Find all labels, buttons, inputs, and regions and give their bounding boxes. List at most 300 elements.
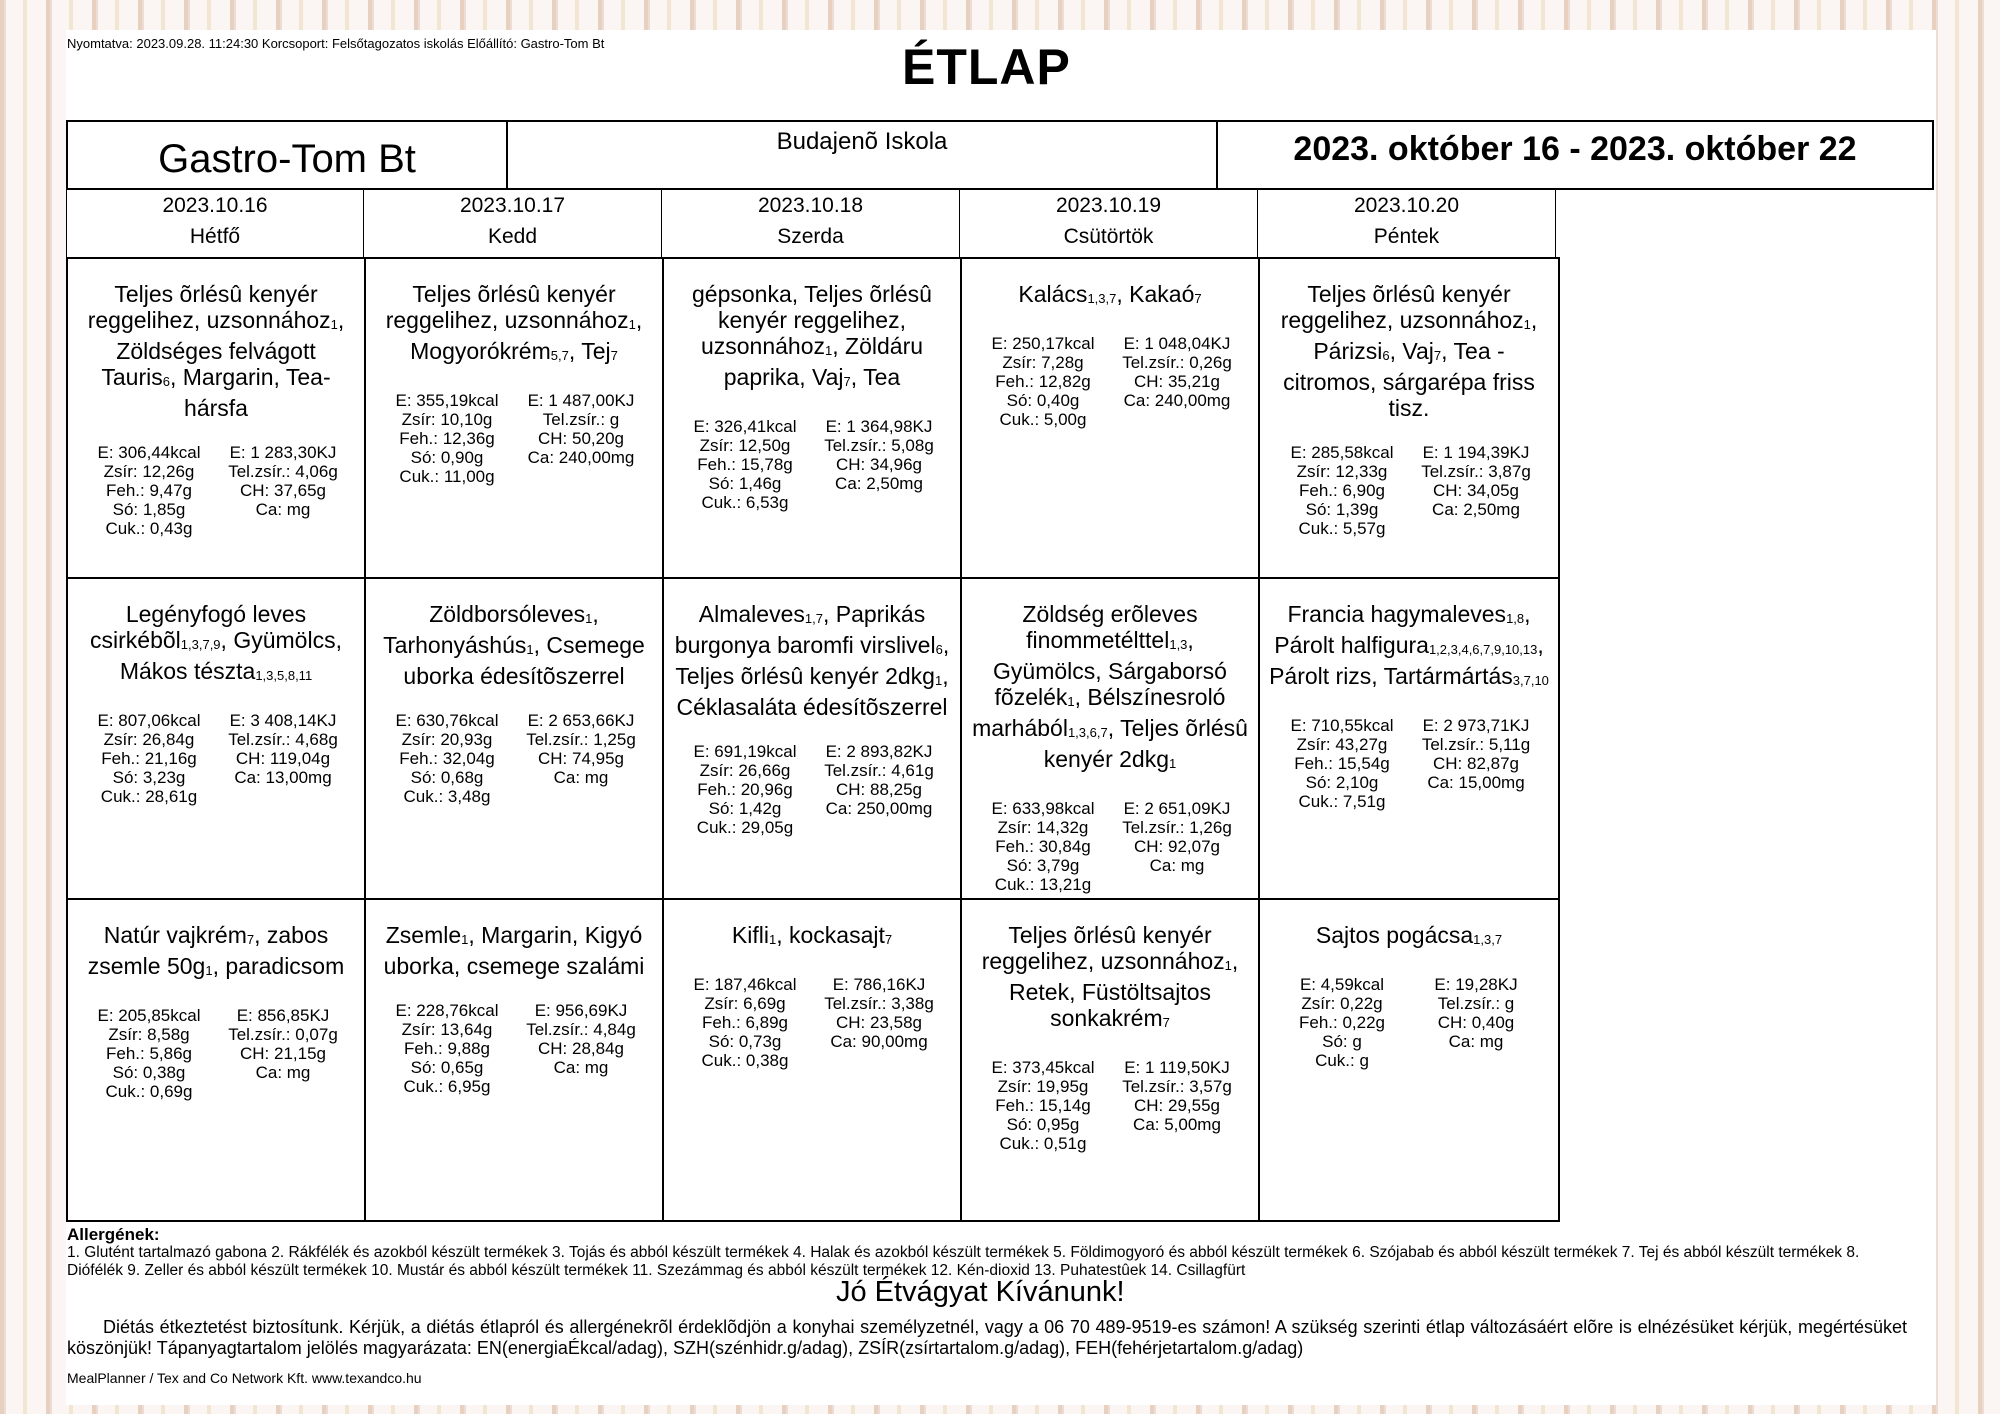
nutrition-info (76, 711, 356, 806)
nutrition-value: Só: 0,90g (410, 448, 484, 467)
nutrition-value: CH: 23,58g (836, 1012, 922, 1032)
day-header-row (66, 190, 1556, 257)
nutrition-value: Ca: 5,00mg (1133, 1114, 1221, 1134)
meal-cell (366, 579, 664, 899)
day-date: 2023.10.19 (1055, 194, 1162, 217)
nutrition-value: Cuk.: 0,43g (105, 519, 193, 538)
meal-text: , Tea (850, 364, 901, 390)
day-date: 2023.10.17 (459, 194, 566, 217)
meal-description (1268, 601, 1550, 694)
meal-text: Teljes õrlésû kenyér reggelihez, uzsonnához (87, 281, 331, 333)
nutrition-value: Feh.: 6,89g (701, 1012, 788, 1032)
nutrition-info (76, 1006, 356, 1101)
nutrition-column-left (1275, 975, 1409, 1070)
allergen-codes: 1 (330, 317, 338, 332)
nutrition-value: Tel.zsír.: 4,68g (228, 730, 338, 750)
allergen-codes: 1,3,6,7 (1067, 725, 1108, 741)
meal-text: , paradicsom (212, 952, 345, 979)
day-header (662, 190, 960, 257)
nutrition-info (1268, 443, 1550, 538)
nutrition-value: Feh.: 5,86g (105, 1043, 192, 1063)
nutrition-column-left (82, 1006, 216, 1101)
nutrition-info (672, 417, 952, 512)
meal-text: Natúr vajkrém (103, 921, 247, 948)
nutrition-value: Ca: 2,50mg (835, 474, 923, 493)
day-name: Szerda (777, 225, 844, 248)
page-title: ÉTLAP (902, 39, 1071, 95)
nutrition-value: CH: 37,65g (240, 481, 326, 500)
nutrition-value: Cuk.: 5,57g (1298, 519, 1386, 538)
nutrition-value: Ca: mg (255, 1062, 311, 1082)
diet-notice: Diétás étkeztetést biztosítunk. Kérjük, a diétás étlapról és allergénekrõl érdeklõdjön a konyhai személyzetnél, vagy a 06 70 489-9519-es számon! A szükség szerinti étlap változásáért elõre is elnézésüket kérjük, megértésüket köszönjük! Tápanyagtartalom jelölés magyarázata: EN(energiaÉkcal/adag), SZH(szénhidr.g/adag), ZSÍR(zsírtartalom.g/adag), FEH(fehérjetartalom.g/adag) (67, 1317, 1907, 1358)
nutrition-value (812, 1051, 946, 1070)
nutrition-value: E: 2 651,09KJ (1123, 799, 1231, 819)
allergen-codes: 1 (205, 962, 213, 978)
nutrition-value: Só: 0,40g (1006, 391, 1080, 410)
nutrition-value: Zsír: 8,58g (108, 1024, 190, 1044)
nutrition-value: Só: 1,85g (112, 500, 186, 519)
nutrition-value: CH: 21,15g (240, 1043, 326, 1063)
day-header (364, 190, 662, 257)
nutrition-value: Só: 3,79g (1006, 856, 1080, 876)
nutrition-value (216, 519, 350, 538)
nutrition-value: CH: 74,95g (538, 749, 624, 769)
nutrition-value: Ca: 90,00mg (830, 1031, 928, 1051)
nutrition-value: Tel.zsír.: 0,26g (1122, 353, 1232, 372)
allergen-codes: 1,3,7 (1473, 931, 1503, 947)
nutrition-value: CH: 29,55g (1134, 1095, 1220, 1115)
meal-text: , Mogyorókrém (410, 307, 643, 364)
day-name: Hétfő (189, 225, 241, 248)
day-header (960, 190, 1258, 257)
nutrition-value: Feh.: 0,22g (1298, 1012, 1385, 1032)
meal-text: Kifli (731, 921, 769, 948)
nutrition-value: Tel.zsír.: 4,61g (824, 761, 934, 781)
nutrition-value: E: 807,06kcal (97, 711, 201, 731)
meal-text: , Paprikás burgonya baromfi virslivel (674, 601, 936, 659)
meal-description (374, 601, 654, 689)
nutrition-value: E: 1 119,50KJ (1124, 1057, 1230, 1077)
nutrition-value: Zsír: 6,69g (704, 993, 786, 1013)
meal-text: , Tarhonyáshús (383, 601, 599, 659)
allergen-codes: 6 (162, 374, 170, 389)
print-info: Nyomtatva: 2023.09.28. 11:24:30 Korcsoport: Felsőtagozatos iskolás Előállító: Gastro-Tom Bt (67, 36, 605, 51)
meal-text: , Margarin, Tea- hársfa (169, 364, 331, 421)
nutrition-column-right (1409, 443, 1543, 538)
nutrition-value: Feh.: 9,88g (403, 1038, 490, 1058)
meal-text: , Párizsi (1313, 307, 1538, 364)
day-name: Péntek (1373, 225, 1440, 248)
day-name: Kedd (487, 225, 538, 248)
nutrition-value: Só: 0,68g (410, 768, 484, 788)
nutrition-value: E: 1 487,00KJ (527, 391, 635, 410)
meal-text: Teljes õrlésû kenyér reggelihez, uzsonnához (981, 921, 1225, 974)
nutrition-column-right (1110, 334, 1244, 429)
nutrition-value: Cuk.: 6,53g (701, 493, 789, 512)
allergen-codes: 7 (884, 931, 893, 947)
meal-text: Legényfogó leves csirkébõl (90, 601, 307, 654)
allergen-codes: 5,7 (550, 348, 569, 363)
nutrition-column-right (514, 711, 648, 806)
nutrition-value (1110, 1134, 1244, 1153)
allergen-codes: 7 (843, 374, 851, 389)
nutrition-value: Tel.zsír.: 5,11g (1421, 735, 1531, 755)
allergen-codes: 7 (1162, 1014, 1170, 1030)
day-name: Csütörtök (1063, 225, 1154, 248)
nutrition-value: Ca: 250,00mg (825, 799, 933, 819)
nutrition-value: Zsír: 13,64g (401, 1019, 493, 1039)
nutrition-column-left (976, 334, 1110, 429)
allergen-codes: 1 (585, 611, 593, 627)
nutrition-info (970, 799, 1250, 894)
nutrition-value: Ca: 13,00mg (234, 768, 332, 788)
meal-cell (1260, 579, 1558, 899)
nutrition-value: E: 2 893,82KJ (825, 742, 933, 762)
allergen-codes: 1 (934, 673, 943, 689)
nutrition-value: Ca: mg (255, 500, 311, 519)
nutrition-value: CH: 28,84g (538, 1038, 624, 1058)
nutrition-value: Ca: mg (1149, 856, 1205, 876)
allergen-codes: 1,3,7 (1087, 291, 1117, 306)
nutrition-value: E: 630,76kcal (395, 711, 499, 731)
meal-cell (962, 259, 1260, 579)
nutrition-value: Tel.zsír.: 3,38g (824, 993, 934, 1013)
nutrition-value: Só: 2,10g (1305, 773, 1379, 793)
nutrition-value: Só: 3,23g (112, 768, 186, 788)
nutrition-value: Cuk.: 0,69g (105, 1081, 193, 1101)
nutrition-value: Zsír: 26,66g (699, 761, 791, 781)
meal-cell (664, 259, 962, 579)
nutrition-column-right (1110, 799, 1244, 894)
nutrition-value: Zsír: 10,10g (401, 410, 493, 429)
meal-description (970, 922, 1250, 1036)
meal-text: , Párolt halfigura (1274, 601, 1531, 659)
allergen-codes: 1,3,7,9 (180, 637, 221, 653)
meal-text: , Zöldáru paprika, Vaj (723, 333, 924, 390)
nutrition-column-right (812, 975, 946, 1070)
nutrition-value: Zsír: 19,95g (997, 1076, 1089, 1096)
meal-text: , Retek, Füstöltsajtos sonkakrém (1009, 947, 1239, 1031)
meal-description (970, 281, 1250, 312)
day-date: 2023.10.20 (1353, 194, 1460, 217)
menu-header (66, 120, 1934, 190)
meal-description (76, 281, 356, 421)
meal-text: Almaleves (698, 601, 805, 628)
nutrition-column-right (1110, 1058, 1244, 1153)
meal-text: , Kakaó (1116, 281, 1195, 307)
nutrition-column-right (216, 711, 350, 806)
company-name: Gastro-Tom Bt (68, 122, 508, 188)
nutrition-info (374, 711, 654, 806)
nutrition-value: Cuk.: 28,61g (100, 787, 198, 807)
nutrition-value: Feh.: 9,47g (105, 481, 192, 500)
nutrition-value: Zsír: 20,93g (401, 730, 493, 750)
nutrition-value: Feh.: 12,82g (995, 372, 1091, 391)
footer-credit: MealPlanner / Tex and Co Network Kft. www.texandco.hu (67, 1370, 422, 1386)
allergen-codes: 3,7,10 (1512, 673, 1549, 689)
nutrition-value (1110, 875, 1244, 894)
day-date: 2023.10.18 (757, 194, 864, 217)
nutrition-value: E: 326,41kcal (693, 417, 797, 436)
meal-description (1268, 922, 1550, 953)
nutrition-value: E: 710,55kcal (1290, 716, 1394, 736)
meal-cell (962, 579, 1260, 899)
nutrition-value: CH: 92,07g (1134, 837, 1220, 857)
meal-text: , Margarin, Kigyó uborka, csemege szalámi (383, 921, 645, 979)
meal-cell (962, 900, 1260, 1220)
nutrition-value: E: 306,44kcal (97, 443, 201, 462)
nutrition-value: Tel.zsír.: 1,25g (526, 730, 636, 750)
nutrition-value (514, 1077, 648, 1096)
meal-cell (68, 900, 366, 1220)
allergen-codes: 1 (1067, 694, 1075, 710)
meal-description (672, 922, 952, 953)
meal-text: gépsonka, Teljes õrlésû kenyér reggelihez, uzsonnához (692, 281, 932, 359)
nutrition-value (1110, 410, 1244, 429)
meal-grid (66, 257, 1560, 1222)
nutrition-info (1268, 716, 1550, 811)
nutrition-value: E: 856,85KJ (236, 1005, 330, 1025)
nutrition-column-right (514, 1001, 648, 1096)
nutrition-column-right (216, 1006, 350, 1101)
nutrition-value (1409, 792, 1543, 811)
nutrition-value: CH: 34,05g (1433, 481, 1519, 500)
nutrition-column-right (812, 417, 946, 512)
nutrition-column-right (1409, 716, 1543, 811)
nutrition-value: CH: 35,21g (1134, 372, 1220, 391)
nutrition-value: Só: 1,39g (1305, 500, 1379, 519)
nutrition-column-right (812, 742, 946, 837)
meal-cell (366, 259, 664, 579)
nutrition-value: Feh.: 21,16g (101, 749, 197, 769)
nutrition-value: Ca: 240,00mg (1123, 391, 1231, 410)
day-header (66, 190, 364, 257)
nutrition-value: E: 633,98kcal (991, 799, 1095, 819)
nutrition-value: E: 187,46kcal (693, 974, 797, 994)
nutrition-value: Só: 0,65g (410, 1057, 484, 1077)
nutrition-value: Feh.: 32,04g (399, 749, 495, 769)
nutrition-value: CH: 88,25g (836, 780, 922, 800)
meal-text: , kockasajt (776, 921, 885, 948)
nutrition-value: CH: 34,96g (836, 455, 922, 474)
meal-text: , Tej (568, 338, 611, 364)
nutrition-value: Feh.: 15,78g (697, 455, 793, 474)
meal-text: , Vaj (1389, 338, 1434, 364)
nutrition-value: Cuk.: 3,48g (403, 787, 491, 807)
meal-text: , Párolt rizs, Tartármártás (1269, 632, 1544, 690)
meal-text: Francia hagymaleves (1287, 601, 1507, 628)
allergen-codes: 1 (628, 317, 636, 332)
nutrition-column-left (678, 975, 812, 1070)
meal-text: , Céklasaláta édesítõszerrel (676, 663, 949, 721)
nutrition-value: CH: 119,04g (235, 749, 331, 769)
nutrition-column-left (82, 443, 216, 538)
allergen-codes: 1 (1169, 756, 1177, 772)
meal-text: , Zöldséges felvágott Tauris (101, 307, 345, 390)
allergen-codes: 1 (1224, 957, 1232, 973)
meal-cell (664, 900, 962, 1220)
nutrition-value: Cuk.: 13,21g (994, 875, 1092, 895)
meal-description (374, 922, 654, 979)
allergen-codes: 6 (1382, 348, 1390, 363)
nutrition-value: Feh.: 30,84g (995, 837, 1091, 857)
allergen-codes: 1,2,3,4,6,7,9,10,13 (1428, 642, 1538, 658)
nutrition-info (970, 1058, 1250, 1153)
school-name: Budajenõ Iskola (508, 122, 1218, 188)
nutrition-info (672, 975, 952, 1070)
day-date: 2023.10.16 (162, 194, 268, 217)
nutrition-value: E: 1 364,98KJ (825, 417, 933, 436)
nutrition-value: Tel.zsír.: 0,07g (228, 1024, 338, 1044)
allergen-codes: 1 (825, 343, 833, 358)
nutrition-value: Zsír: 26,84g (103, 730, 195, 750)
nutrition-value: E: 1 283,30KJ (229, 443, 337, 462)
nutrition-value: Só: 0,73g (708, 1031, 782, 1051)
nutrition-value: E: 1 048,04KJ (1123, 334, 1231, 353)
allergen-codes: 1,3,5,8,11 (255, 668, 313, 684)
nutrition-value: E: 2 973,71KJ (1422, 716, 1530, 736)
allergen-codes: 1,7 (804, 611, 823, 627)
nutrition-value: Ca: 2,50mg (1432, 500, 1520, 519)
nutrition-value: Zsír: 43,27g (1296, 735, 1388, 755)
nutrition-value: Cuk.: 29,05g (696, 818, 794, 838)
nutrition-value: Zsír: 12,33g (1296, 462, 1388, 481)
allergen-codes: 1 (768, 931, 777, 947)
nutrition-column-left (82, 711, 216, 806)
nutrition-column-right (216, 443, 350, 538)
nutrition-column-left (1275, 716, 1409, 811)
nutrition-value: E: 250,17kcal (991, 334, 1095, 353)
nutrition-value: Zsír: 14,32g (997, 818, 1089, 838)
nutrition-value: Feh.: 12,36g (399, 429, 495, 448)
nutrition-info (672, 742, 952, 837)
nutrition-value: Cuk.: 0,51g (999, 1133, 1087, 1153)
allergen-codes: 7 (1194, 291, 1202, 306)
nutrition-value: E: 205,85kcal (97, 1005, 201, 1025)
nutrition-value: Zsír: 12,50g (699, 436, 791, 455)
nutrition-value (812, 818, 946, 837)
meal-description (76, 922, 356, 984)
allergen-codes: 1 (461, 931, 469, 947)
nutrition-column-right (1409, 975, 1543, 1070)
nutrition-column-left (1275, 443, 1409, 538)
nutrition-value: Cuk.: 11,00g (399, 467, 495, 486)
meal-description (374, 281, 654, 369)
allergen-codes: 6 (935, 642, 943, 658)
nutrition-value: Tel.zsír.: 4,84g (526, 1019, 636, 1039)
meal-description (76, 601, 356, 689)
meal-description (672, 281, 952, 395)
meal-text: , Teljes õrlésû kenyér 2dkg (675, 632, 950, 690)
nutrition-value: Zsír: 7,28g (1002, 353, 1084, 372)
nutrition-info (1268, 975, 1550, 1070)
day-header (1258, 190, 1556, 257)
nutrition-value: Só: g (1322, 1031, 1362, 1051)
meal-text: Zsemle (385, 921, 462, 948)
meal-text: , Teljes õrlésû kenyér 2dkg (1043, 715, 1248, 773)
allergen-codes: 7 (610, 348, 618, 363)
allergen-codes: 1,3 (1169, 637, 1188, 653)
meal-cell (1260, 259, 1558, 579)
nutrition-value: Cuk.: 5,00g (999, 410, 1087, 429)
nutrition-value: Ca: mg (553, 768, 609, 788)
nutrition-value: Feh.: 15,14g (995, 1095, 1091, 1115)
nutrition-value: CH: 50,20g (538, 429, 624, 448)
meal-cell (1260, 900, 1558, 1220)
meal-text: Sajtos pogácsa (1315, 921, 1474, 948)
nutrition-info (374, 1001, 654, 1096)
nutrition-column-left (976, 799, 1110, 894)
nutrition-value: Só: 0,95g (1006, 1114, 1080, 1134)
wish-text: Jó Étvágyat Kívánunk! (836, 1276, 1125, 1308)
meal-text: , Csemege uborka édesítõszerrel (403, 632, 645, 690)
nutrition-value: Ca: mg (553, 1057, 609, 1077)
nutrition-value: E: 691,19kcal (693, 742, 797, 762)
nutrition-value: E: 1 194,39KJ (1422, 443, 1530, 462)
allergen-codes: 1 (1523, 317, 1531, 332)
nutrition-value: Tel.zsír.: g (542, 410, 620, 429)
nutrition-value: E: 4,59kcal (1299, 974, 1385, 994)
nutrition-value: E: 355,19kcal (395, 391, 499, 410)
nutrition-value (216, 787, 350, 806)
nutrition-value (812, 493, 946, 512)
meal-text: Teljes õrlésû kenyér reggelihez, uzsonnához (385, 281, 629, 333)
allergen-codes: 1 (526, 642, 534, 658)
nutrition-value: E: 285,58kcal (1290, 443, 1394, 462)
meal-text: Zöldborsóleves (429, 601, 586, 628)
nutrition-value: Ca: 240,00mg (527, 448, 635, 467)
nutrition-value: Cuk.: 6,95g (403, 1076, 491, 1096)
nutrition-value: E: 3 408,14KJ (229, 711, 337, 731)
nutrition-column-right (514, 391, 648, 486)
allergen-codes: 1,8 (1506, 611, 1525, 627)
meal-description (672, 601, 952, 720)
nutrition-value: Só: 1,42g (708, 799, 782, 819)
meal-cell (68, 259, 366, 579)
nutrition-value: Feh.: 6,90g (1298, 481, 1385, 500)
nutrition-value: Feh.: 15,54g (1294, 754, 1390, 774)
nutrition-value: Cuk.: 7,51g (1298, 792, 1386, 812)
nutrition-value: E: 956,69KJ (534, 1000, 628, 1020)
nutrition-value: Feh.: 20,96g (697, 780, 793, 800)
meal-text: Teljes õrlésû kenyér reggelihez, uzsonnához (1280, 281, 1524, 333)
nutrition-column-left (678, 742, 812, 837)
nutrition-value: CH: 0,40g (1437, 1012, 1515, 1032)
meal-cell (68, 579, 366, 899)
nutrition-info (374, 391, 654, 486)
nutrition-value: Só: 1,46g (708, 474, 782, 493)
nutrition-value: Tel.zsír.: 1,26g (1122, 818, 1232, 838)
nutrition-value: Zsír: 12,26g (103, 462, 195, 481)
nutrition-info (76, 443, 356, 538)
nutrition-value: Tel.zsír.: 5,08g (824, 436, 934, 455)
meal-text: Kalács (1018, 281, 1088, 307)
nutrition-value: E: 786,16KJ (832, 974, 926, 994)
nutrition-value: E: 373,45kcal (991, 1057, 1095, 1077)
nutrition-value: Cuk.: g (1315, 1050, 1369, 1070)
allergen-legend (67, 1226, 1897, 1280)
nutrition-value: Tel.zsír.: g (1437, 993, 1515, 1013)
nutrition-value: Ca: mg (1448, 1031, 1504, 1051)
nutrition-info (970, 334, 1250, 429)
nutrition-value (514, 467, 648, 486)
nutrition-value: Tel.zsír.: 3,57g (1122, 1076, 1232, 1096)
nutrition-value: E: 19,28KJ (1434, 974, 1518, 994)
nutrition-value: Tel.zsír.: 4,06g (228, 462, 338, 481)
nutrition-value: E: 2 653,66KJ (527, 711, 635, 731)
allergen-codes: 7 (1433, 348, 1442, 363)
meal-description (1268, 281, 1550, 421)
